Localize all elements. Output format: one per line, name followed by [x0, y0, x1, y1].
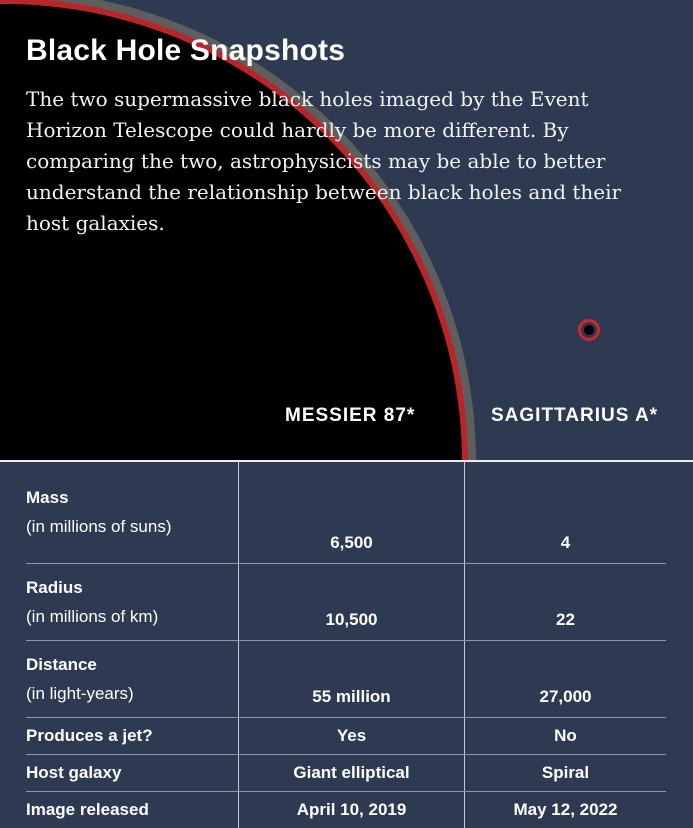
messier-87-value: 55 million [239, 641, 465, 718]
messier-87-value: April 10, 2019 [239, 792, 465, 828]
row-label: Distance [26, 655, 97, 674]
messier-87-value: 6,500 [239, 462, 465, 564]
table-row [26, 718, 666, 755]
sagittarius-a-value: 4 [465, 462, 667, 564]
page-title: Black Hole Snapshots [26, 34, 345, 68]
row-sublabel: (in millions of suns) [26, 512, 238, 542]
sagittarius-a-value: 27,000 [465, 641, 667, 718]
sagittarius-a-value: No [465, 718, 667, 755]
table-row [26, 462, 666, 564]
sagittarius-a-value: May 12, 2022 [465, 792, 667, 828]
intro-text: The two supermassive black holes imaged by the Event Horizon Telescope could hardly be more different. By comparing the two, astrophysicists may be able to better understand the relationship between black holes and their host galaxies. [26, 84, 666, 239]
row-label: Mass [26, 488, 69, 507]
sagittarius-a-value: Spiral [465, 755, 667, 792]
row-label: Radius [26, 578, 83, 597]
table-row [26, 755, 666, 792]
messier-87-value: 10,500 [239, 564, 465, 641]
table-row [26, 792, 666, 828]
comparison-table [26, 462, 666, 828]
table-row [26, 641, 666, 718]
column-header-messier-87: MESSIER 87* [285, 405, 415, 427]
column-header-sagittarius-a: SAGITTARIUS A* [491, 405, 658, 427]
row-label: Produces a jet? [26, 718, 239, 755]
messier-87-value: Giant elliptical [239, 755, 465, 792]
sagittarius-a-value: 22 [465, 564, 667, 641]
row-sublabel: (in millions of km) [26, 602, 238, 632]
sagittarius-a-black-hole [584, 325, 594, 335]
messier-87-value: Yes [239, 718, 465, 755]
row-label: Host galaxy [26, 755, 239, 792]
row-sublabel: (in light-years) [26, 679, 238, 709]
table-row [26, 564, 666, 641]
row-label: Image released [26, 792, 239, 828]
